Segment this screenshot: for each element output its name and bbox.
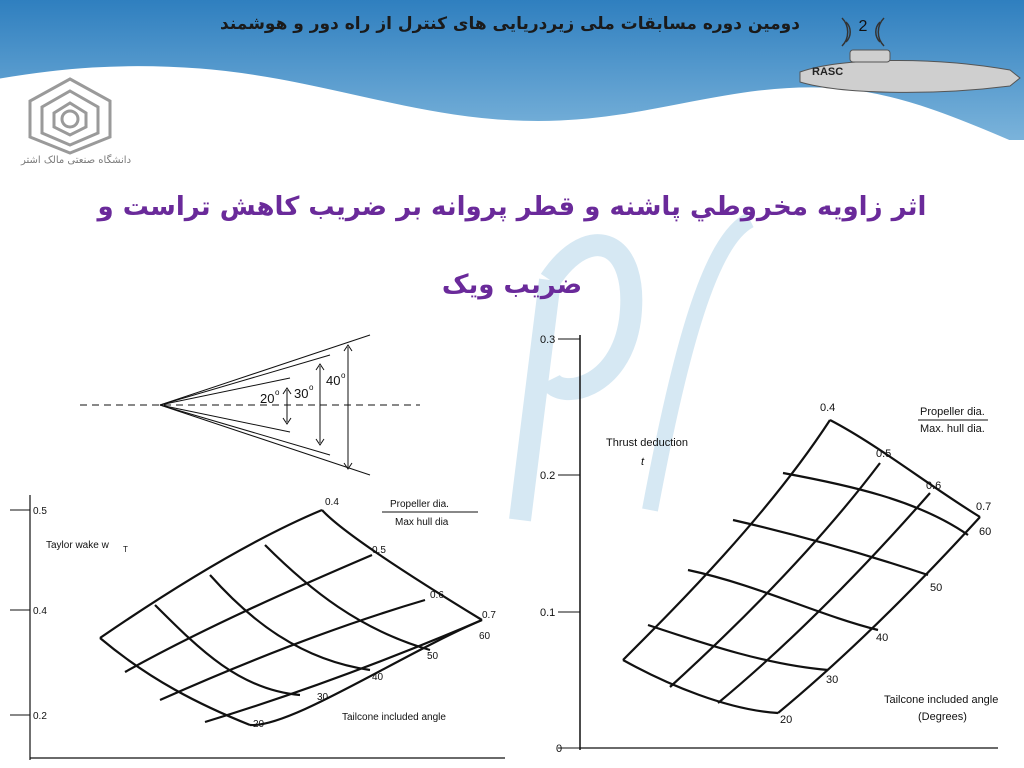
wake-ylabel-subscript: T: [123, 545, 128, 554]
thrust-ytick-0.2: 0.2: [540, 470, 556, 482]
angle-label-30: 30: [294, 386, 309, 401]
slide-number: 2: [858, 18, 868, 35]
slide-title: اثر زاويه مخروطي پاشنه و قطر پروانه بر ضريب كاهش تراست و ضريب ويک: [97, 192, 927, 300]
thrust-ytick-0.3: 0.3: [540, 334, 556, 346]
wake-angle-50: 50: [427, 651, 439, 662]
cone-angle-diagram: [80, 330, 440, 480]
wake-legend-numerator: Propeller dia.: [390, 499, 449, 510]
wake-dia-0.4: 0.4: [325, 497, 339, 508]
wake-legend-denominator: Max hull dia: [395, 517, 449, 528]
wake-ylabel: Taylor wake w: [46, 540, 109, 551]
university-logo-icon: [10, 75, 130, 155]
degree-mark-30: o: [309, 383, 314, 392]
taylor-wake-chart: [0, 490, 510, 768]
wake-ytick-0.2: 0.2: [33, 711, 47, 722]
thrust-legend-denominator: Max. hull dia.: [920, 423, 985, 435]
thrust-angle-60: 60: [979, 526, 992, 538]
thrust-xlabel-unit: (Degrees): [918, 711, 967, 723]
thrust-angle-50: 50: [930, 582, 943, 594]
degree-mark-20: o: [275, 388, 280, 397]
angle-label-40: 40: [326, 373, 341, 388]
angle-label-20: 20: [260, 391, 275, 406]
header-title: دومین دوره مسابقات ملی زیردریایی های کنترل از راه دور و هوشمند: [220, 14, 800, 34]
degree-mark-40: o: [341, 371, 346, 380]
thrust-deduction-chart: [528, 325, 1008, 765]
wake-angle-40: 40: [372, 672, 384, 683]
thrust-dia-0.7: 0.7: [976, 501, 992, 513]
thrust-ylabel-var: t: [641, 456, 645, 468]
header-banner: [0, 0, 1024, 140]
thrust-xlabel: Tailcone included angle: [884, 694, 999, 706]
thrust-dia-0.5: 0.5: [876, 448, 892, 460]
wake-ytick-0.4: 0.4: [33, 606, 47, 617]
thrust-dia-0.6: 0.6: [926, 480, 942, 492]
thrust-ylabel: Thrust deduction: [606, 437, 688, 449]
thrust-angle-20: 20: [780, 714, 793, 726]
thrust-dia-0.4: 0.4: [820, 402, 836, 414]
wake-dia-0.6: 0.6: [430, 590, 444, 601]
rasc-badge: RASC: [812, 66, 844, 78]
thrust-legend-numerator: Propeller dia.: [920, 406, 985, 418]
thrust-ytick-0.1: 0.1: [540, 607, 556, 619]
university-caption: دانشگاه صنعتی مالک اشتر: [20, 155, 132, 166]
wake-ytick-0.5: 0.5: [33, 506, 47, 517]
wake-angle-20: 20: [253, 719, 265, 730]
wake-dia-0.7: 0.7: [482, 610, 496, 621]
thrust-ytick-0: 0: [556, 743, 563, 755]
wake-angle-60: 60: [479, 631, 491, 642]
wake-angle-30: 30: [317, 692, 329, 703]
wake-xlabel: Tailcone included angle: [342, 712, 446, 723]
thrust-angle-30: 30: [826, 674, 839, 686]
wake-dia-0.5: 0.5: [372, 545, 386, 556]
thrust-angle-40: 40: [876, 632, 889, 644]
